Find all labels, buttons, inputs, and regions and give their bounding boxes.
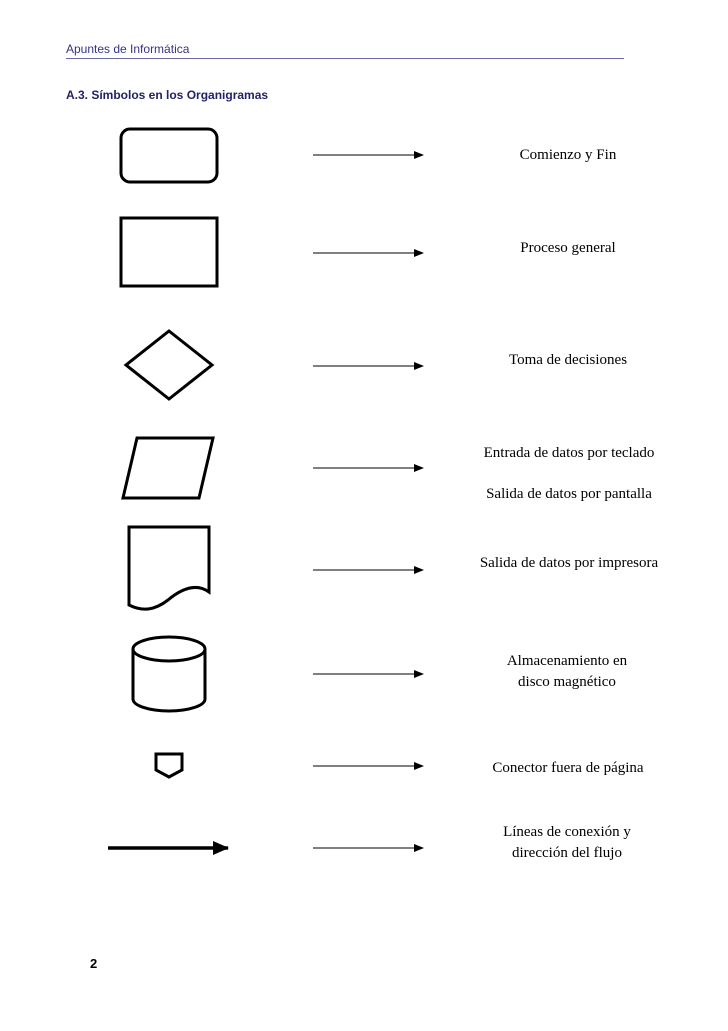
label-document: Salida de datos por impresora [479, 555, 659, 571]
label-off-page-connector: Conector fuera de página [492, 760, 644, 776]
section-title: A.3. Símbolos en los Organigramas [66, 88, 269, 102]
label-flow-line: Líneas de conexión y dirección del flujo [503, 824, 631, 861]
label-input-output: Entrada de datos por teclado Salida de datos por pantalla [483, 445, 655, 502]
page-number: 2 [90, 956, 98, 971]
label-terminator: Comienzo y Fin [519, 147, 617, 163]
label-process: Proceso general [520, 240, 616, 256]
off-page-connector-symbol [156, 754, 182, 777]
decision-symbol [126, 331, 212, 399]
page-header: Apuntes de Informática [66, 42, 624, 59]
document-symbol [129, 527, 209, 609]
label-decision: Toma de decisiones [508, 352, 628, 368]
input-output-symbol [123, 438, 213, 498]
process-symbol [121, 218, 217, 286]
label-disk-storage: Almacenamiento en disco magnético [506, 653, 628, 690]
disk-storage-symbol [133, 637, 205, 711]
terminator-symbol [121, 129, 217, 182]
